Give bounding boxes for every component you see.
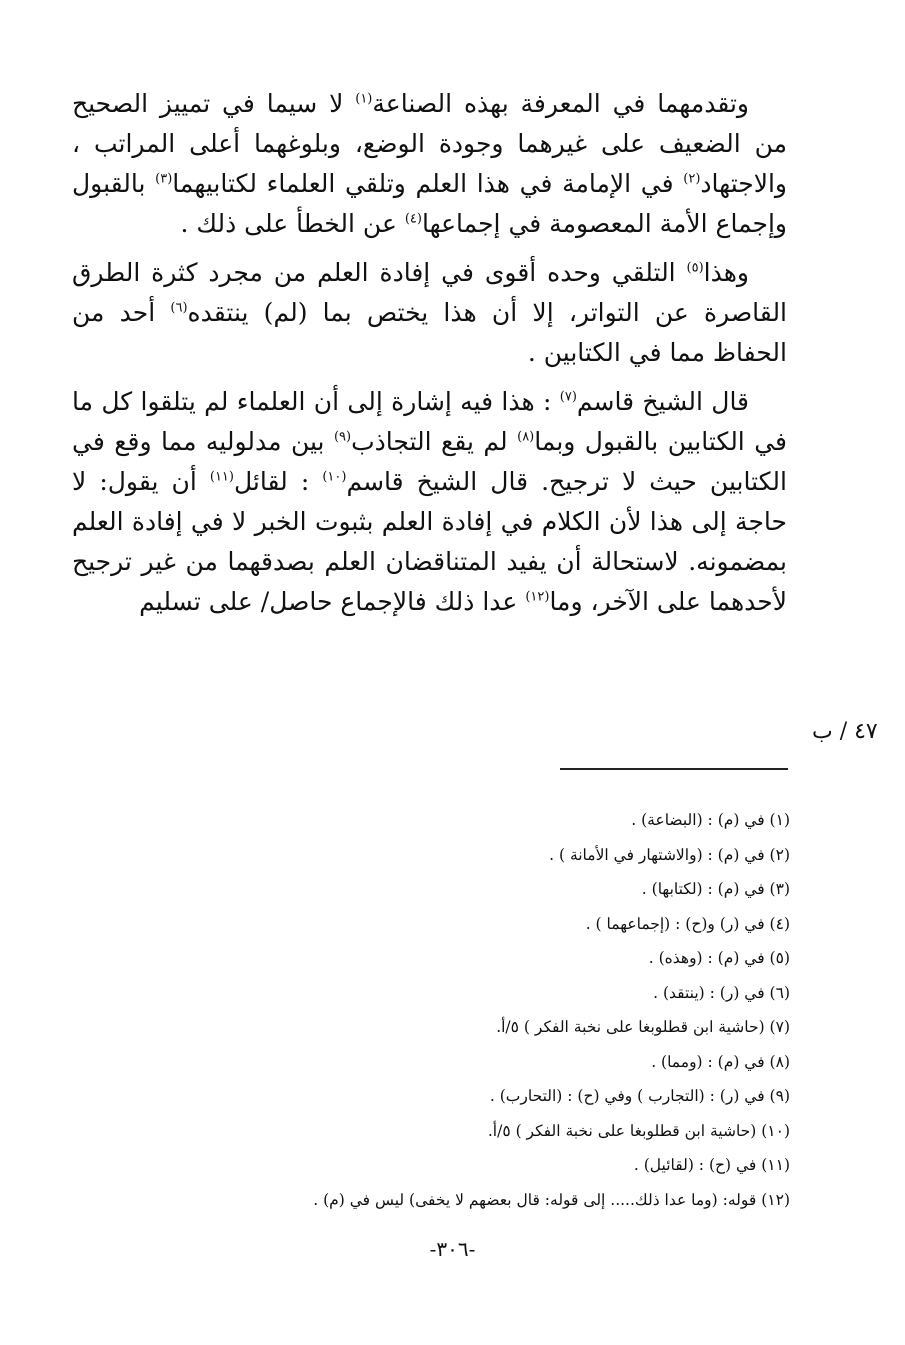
paragraph-text: وهذا xyxy=(703,258,749,287)
main-text xyxy=(72,84,787,631)
footnote-ref: (٢) xyxy=(683,171,701,187)
footnote: (٦) في (ر) : (ينتقد) . xyxy=(653,983,790,1002)
paragraph-text: عدا ذلك فالإجماع حاصل/ على تسليم xyxy=(139,587,526,616)
footnote-ref: (٥) xyxy=(686,260,704,276)
paragraph-text: لا سيما في تمييز الصحيح من الضعيف على غيرهما وجودة الوضع، وبلوغهما أعلى المراتب ، والاجتهاد xyxy=(72,89,787,198)
paragraph-text: وتقدمهما في المعرفة بهذه الصناعة xyxy=(372,89,750,118)
paragraph-text: بالقبول وإجماع الأمة المعصومة في إجماعها xyxy=(72,169,787,238)
paragraph-text: بين مدلوليه مما وقع في الكتابين حيث لا ترجيح. قال الشيخ قاسم xyxy=(72,427,787,496)
manuscript-folio-note: ٤٧ / ب xyxy=(812,719,878,744)
footnote-ref: (١٢) xyxy=(525,589,550,605)
footnote: (٧) (حاشية ابن قطلوبغا على نخبة الفكر ) ٥/أ. xyxy=(496,1018,790,1036)
paragraph-text: : لقائل xyxy=(234,467,323,496)
paragraph xyxy=(72,253,787,373)
footnote-ref: (١٠) xyxy=(322,469,347,485)
footnote-ref: (٣) xyxy=(155,171,173,187)
footnote-ref: (٧) xyxy=(559,389,577,405)
paragraph-text: عن الخطأ على ذلك . xyxy=(180,209,405,238)
footnote: (٥) في (م) : (وهذه) . xyxy=(648,949,790,967)
footnote: (٣) في (م) : (لكتابها) . xyxy=(641,880,790,898)
footnote: (٨) في (م) : (ومما) . xyxy=(651,1052,790,1071)
footnote: (١٢) قوله: (وما عدا ذلك..... إلى قوله: قال بعضهم لا يخفى) ليس في (م) . xyxy=(313,1190,790,1209)
paragraph-text: : هذا فيه إشارة إلى أن العلماء لم يتلقوا كل ما في الكتابين بالقبول وبما xyxy=(72,387,787,456)
footnote: (١٠) (حاشية ابن قطلوبغا على نخبة الفكر ) ٥/أ. xyxy=(487,1121,790,1140)
paragraph-text: قال الشيخ قاسم xyxy=(576,387,750,416)
footnote: (١١) في (ح) : (لقائيل) . xyxy=(633,1156,790,1174)
footnote: (٩) في (ر) : (التجارب ) وفي (ح) : (التحارب) . xyxy=(489,1087,790,1105)
footnote-ref: (٦) xyxy=(170,300,188,316)
footnote-ref: (٨) xyxy=(517,429,535,445)
footnote-ref: (١) xyxy=(355,91,373,107)
footnote-ref: (١١) xyxy=(209,469,234,485)
paragraph-text: في الإمامة في هذا العلم وتلقي العلماء لكتابيهما xyxy=(172,169,684,198)
page-number: -٣٠٦- xyxy=(429,1237,476,1261)
paragraph-text: لم يقع التجاذب xyxy=(351,427,518,456)
footnotes xyxy=(150,803,790,1217)
footnote-separator xyxy=(560,768,788,770)
footnote-ref: (٩) xyxy=(333,429,352,445)
paragraph-text: أن يقول: لا حاجة إلى هذا لأن الكلام في إفادة العلم بثبوت الخبر لا في إفادة العلم بمضمونه. لاستحالة أن يفيد المتناقضان العلم بصدقهما من غير ترجيح لأحدهما على الآخر، وما xyxy=(72,467,787,616)
paragraph-text: أحد من الحفاظ مما في الكتابين . xyxy=(72,298,787,367)
footnote: (٢) في (م) : (والاشتهار في الأمانة ) . xyxy=(549,845,790,864)
paragraph-text: التلقي وحده أقوى في إفادة العلم من مجرد كثرة الطرق القاصرة عن التواتر، إلا أن هذا يختص بما (لم) ينتقده xyxy=(72,258,788,327)
paragraph xyxy=(72,382,787,622)
footnote: (١) في (م) : (البضاعة) . xyxy=(631,811,790,829)
paragraph xyxy=(72,84,787,244)
footnote-ref: (٤) xyxy=(404,211,422,227)
footnote: (٤) في (ر) و(ح) : (إجماعهما ) . xyxy=(585,914,790,933)
